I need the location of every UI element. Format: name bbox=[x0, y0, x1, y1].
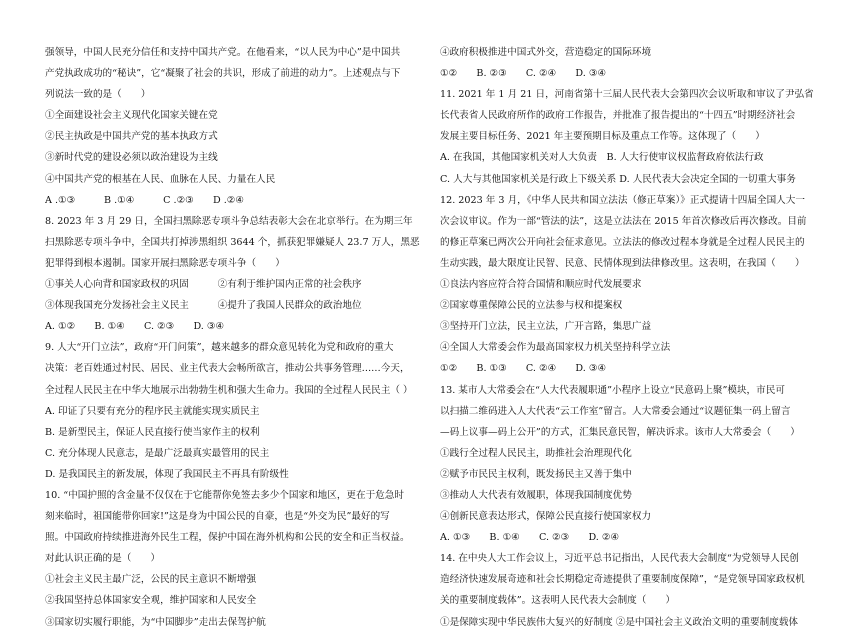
text-line: B. 是新型民主，保证人民直接行使当家作主的权利 bbox=[45, 426, 260, 438]
text-line: ④中国共产党的根基在人民、血脉在人民、力量在人民 bbox=[45, 173, 276, 185]
text-line: A. 印证了只要有充分的程序民主就能实现实质民主 bbox=[45, 405, 260, 417]
text-line: A .①③ B .①④ C .②③ D .②④ bbox=[45, 194, 244, 206]
text-line: ①践行全过程人民民主，助推社会治理现代化 bbox=[440, 447, 632, 459]
text-line: ④创新民意表达形式，保障公民直接行使国家权力 bbox=[440, 511, 652, 523]
text-line: 8. 2023 年 3 月 29 日，全国扫黑除恶专项斗争总结表彰大会在北京举行。在为期三年 bbox=[45, 215, 413, 227]
text-line: 的修正草案已两次公开向社会征求意见。立法法的修改过程本身就是全过程人民民主的 bbox=[440, 236, 805, 248]
text-line: ②民主执政是中国共产党的基本执政方式 bbox=[45, 131, 218, 143]
text-line: D. 是我国民主的新发展，体现了我国民主不再具有阶级性 bbox=[45, 468, 289, 480]
text-line: 13. 某市人大常委会在“人大代表履职通”小程序上设立“民意码上聚”模块，市民可 bbox=[440, 384, 785, 396]
text-line: ①社会主义民主最广泛，公民的民主意识不断增强 bbox=[45, 574, 257, 586]
text-line: A. 在我国，其他国家机关对人大负责 B. 人大行使审议权监督政府依法行政 bbox=[440, 152, 764, 164]
text-line: 全过程人民民主在中华大地展示出勃勃生机和强大生命力。我国的全过程人民民主（ ） bbox=[45, 384, 413, 396]
text-line: ①全面建设社会主义现代化国家关键在党 bbox=[45, 110, 218, 122]
text-line: 强领导，中国人民充分信任和支持中国共产党。在他看来，“以人民为中心”是中国共 bbox=[45, 47, 401, 58]
left-column bbox=[45, 42, 435, 633]
text-line: ③体现我国充分发扬社会主义民主 ④提升了我国人民群众的政治地位 bbox=[45, 300, 362, 312]
text-line: ①是保障实现中华民族伟大复兴的好制度 ②是中国社会主义政治文明的重要制度载体 bbox=[440, 616, 799, 628]
text-line: 11. 2021 年 1 月 21 日，河南省第十三届人民代表大会第四次会议听取和审议了尹弘省 bbox=[440, 89, 814, 101]
text-line: 次会议审议。作为一部“管法的法”，这是立法法在 2015 年首次修改后再次修改。目前 bbox=[440, 215, 807, 227]
text-line: 生动实践，最大限度让民智、民意、民情体现到法律修改里。这表明，在我国（ ） bbox=[440, 257, 805, 269]
text-line: ②赋予市民民主权利，既发扬民主又善于集中 bbox=[440, 468, 632, 480]
text-line: 10. “中国护照的含金量不仅仅在于它能帮你免签去多少个国家和地区，更在于危急时 bbox=[45, 489, 404, 501]
text-line: ①事关人心向背和国家政权的巩固 ②有利于维护国内正常的社会秩序 bbox=[45, 279, 362, 291]
text-line: C. 充分体现人民意志，是最广泛最真实最管用的民主 bbox=[45, 447, 270, 459]
text-line: ②我国坚持总体国家安全观，维护国家和人民安全 bbox=[45, 595, 257, 607]
text-line: 14. 在中央人大工作会议上，习近平总书记指出，人民代表大会制度“为党领导人民创 bbox=[440, 553, 799, 565]
text-line: 12. 2023 年 3 月，《中华人民共和国立法法（修正草案）》正式提请十四届全国人大一 bbox=[440, 194, 805, 206]
text-line: 产党执政成功的“秘诀”，它“凝聚了社会的共识，形成了前进的动力”。上述观点与下 bbox=[45, 68, 401, 80]
text-line: 以扫描二维码进入人大代表“云工作室”留言。人大常委会通过“议题征集一码上留言 bbox=[440, 405, 791, 417]
text-line: 照。中国政府持续推进海外民生工程，保护中国在海外机构和公民的安全和正当权益。 bbox=[45, 532, 410, 544]
text-line: ①良法内容应符合符合国情和顺应时代发展要求 bbox=[440, 279, 642, 291]
text-line: 列说法一致的是（ ） bbox=[45, 89, 151, 101]
text-line: —码上议事—码上公开”的方式，汇集民意民智，解决诉求。该市人大常委会（ ） bbox=[440, 426, 800, 438]
text-line: ③国家切实履行职能，为“中国脚步”走出去保驾护航 bbox=[45, 616, 266, 628]
text-line: A. ①③ B. ①④ C. ②③ D. ②④ bbox=[440, 532, 620, 544]
text-line: ④政府积极推进中国式外交，营造稳定的国际环境 bbox=[440, 47, 652, 58]
text-line: 发展主要目标任务、2021 年主要预期目标及重点工作等。这体现了（ ） bbox=[440, 131, 765, 143]
text-line: 长代表省人民政府所作的政府工作报告，并批准了报告提出的“十四五”时期经济社会 bbox=[440, 110, 796, 122]
text-line: C. 人大与其他国家机关是行政上下级关系 D. 人民代表大会决定全国的一切重大事务 bbox=[440, 173, 796, 185]
text-line: 刻来临时，祖国能带你回家!”这是身为中国公民的自豪，也是“外交为民”最好的写 bbox=[45, 511, 390, 523]
text-line: ③坚持开门立法，民主立法，广开言路，集思广益 bbox=[440, 321, 652, 333]
text-line: A. ①② B. ①④ C. ②③ D. ③④ bbox=[45, 321, 225, 333]
text-line: ②国家尊重保障公民的立法参与权和提案权 bbox=[440, 300, 623, 312]
text-line: 对此认识正确的是（ ） bbox=[45, 553, 161, 565]
text-line: 造经济快速发展奇迹和社会长期稳定奇迹提供了重要制度保障”，“是党领导国家政权机 bbox=[440, 574, 805, 586]
text-line: 犯罪得到根本遏制。国家开展扫黑除恶专项斗争（ ） bbox=[45, 257, 285, 269]
text-line: 9. 人大“开门立法”，政府“开门问策”，越来越多的群众意见转化为党和政府的重大 bbox=[45, 342, 394, 354]
text-line: ④全国人大常委会作为最高国家权力机关坚持科学立法 bbox=[440, 342, 671, 354]
text-line: ③新时代党的建设必须以政治建设为主线 bbox=[45, 152, 218, 164]
text-line: ①② B. ②③ C. ②④ D. ③④ bbox=[440, 68, 607, 80]
text-line: 决策：老百姓通过村民、居民、业主代表大会畅所欲言，推动公共事务管理……今天， bbox=[45, 363, 410, 375]
right-column bbox=[440, 42, 828, 633]
text-line: ①② B. ①③ C. ②④ D. ③④ bbox=[440, 363, 607, 375]
text-line: 扫黑除恶专项斗争中，全国共打掉涉黑组织 3644 个，抓获犯罪嫌疑人 23.7 万人，黑恶 bbox=[45, 236, 420, 248]
text-line: ③推动人大代表有效履职，体现我国制度优势 bbox=[440, 489, 632, 501]
text-line: 关的重要制度载体”。这表明人民代表大会制度（ ） bbox=[440, 595, 676, 607]
